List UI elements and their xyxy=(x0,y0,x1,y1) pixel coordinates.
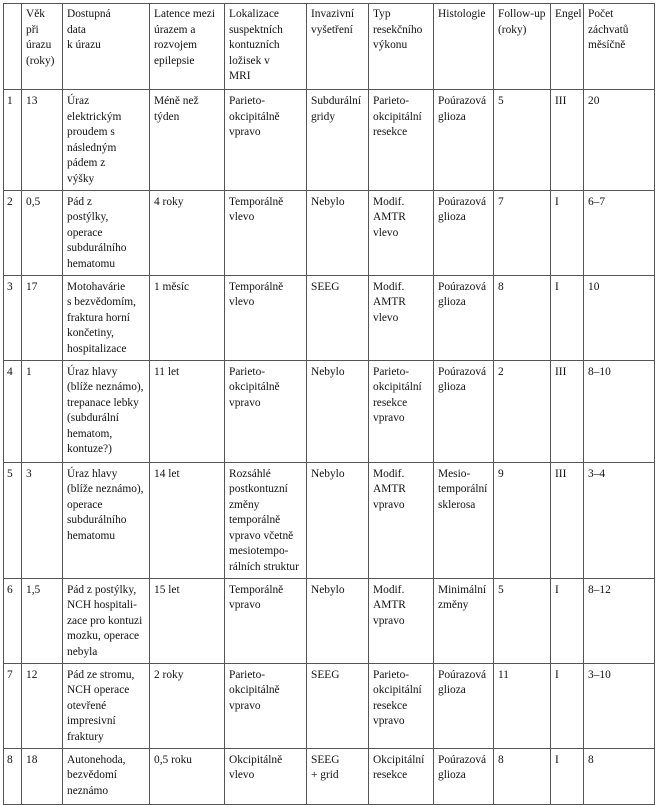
header-cell-engel: Engel xyxy=(551,4,584,90)
cell-engel: I xyxy=(551,275,584,360)
cell-histology: Poúrazová glioza xyxy=(434,275,494,360)
cell-age: 18 xyxy=(22,748,63,804)
cell-engel: I xyxy=(551,663,584,748)
cell-latency: 0,5 roku xyxy=(150,748,225,804)
cell-engel: III xyxy=(551,462,584,578)
cell-resection-type: Modif. AMTR vlevo xyxy=(369,190,434,275)
header-cell-invasive-exam: Invazivní vyšetření xyxy=(307,4,369,90)
cell-invasive-exam: SEEG xyxy=(307,275,369,360)
cell-seizures: 10 xyxy=(584,275,655,360)
cell-latency: 14 let xyxy=(150,462,225,578)
cell-resection-type: Modif. AMTR vlevo xyxy=(369,275,434,360)
cell-age: 12 xyxy=(22,663,63,748)
header-cell-injury-data: Dostupná data k úrazu xyxy=(63,4,150,90)
cell-resection-type: Parieto- okcipitální resekce vpravo xyxy=(369,663,434,748)
header-cell-lesion-location: Lokalizace suspektních kontuzních ložisek v MRI xyxy=(225,4,307,90)
header-cell-follow-up: Follow-up (roky) xyxy=(494,4,551,90)
cell-resection-type: Parieto- okcipitální resekce xyxy=(369,90,434,191)
cell-histology: Poúrazová glioza xyxy=(434,663,494,748)
cell-engel: III xyxy=(551,360,584,462)
cell-index: 8 xyxy=(4,748,22,804)
cell-engel: I xyxy=(551,748,584,804)
cell-lesion-location: Temporálně vlevo xyxy=(225,275,307,360)
cell-resection-type: Parieto- okcipitální resekce vpravo xyxy=(369,360,434,462)
table-row xyxy=(4,360,655,462)
cell-invasive-exam: Subdurální gridy xyxy=(307,90,369,191)
cell-latency: 11 let xyxy=(150,360,225,462)
cell-lesion-location: Parieto- okcipitálně vpravo xyxy=(225,90,307,191)
cell-lesion-location: Rozsáhlé postkontuzní změny temporálně vpravo včetně mesiotempo- rálních struktur xyxy=(225,462,307,578)
cell-index: 2 xyxy=(4,190,22,275)
cell-injury-data: Pád z postýlky, NCH hospitali- zace pro kontuzi mozku, operace nebyla xyxy=(63,578,150,663)
cell-follow-up: 7 xyxy=(494,190,551,275)
cell-seizures: 20 xyxy=(584,90,655,191)
header-cell-latency: Latence mezi úrazem a rozvojem epilepsie xyxy=(150,4,225,90)
header-cell-resection-type: Typ resekčního výkonu xyxy=(369,4,434,90)
cell-injury-data: Autonehoda, bezvědomí neznámo xyxy=(63,748,150,804)
cell-resection-type: Okcipitální resekce xyxy=(369,748,434,804)
cell-histology: Poúrazová glioza xyxy=(434,360,494,462)
cell-age: 1 xyxy=(22,360,63,462)
cell-seizures: 3–10 xyxy=(584,663,655,748)
cell-latency: 2 roky xyxy=(150,663,225,748)
cell-histology: Poúrazová glioza xyxy=(434,190,494,275)
cell-histology: Minimální změny xyxy=(434,578,494,663)
cell-follow-up: 5 xyxy=(494,578,551,663)
cell-invasive-exam: Nebylo xyxy=(307,462,369,578)
header-cell-seizures: Počet záchvatů měsíčně xyxy=(584,4,655,90)
table-row xyxy=(4,275,655,360)
cell-latency: Méně než týden xyxy=(150,90,225,191)
table-row xyxy=(4,190,655,275)
cell-injury-data: Úraz hlavy (blíže neznámo), trepanace lebky (subdurální hematom, kontuze?) xyxy=(63,360,150,462)
cell-lesion-location: Temporálně vlevo xyxy=(225,190,307,275)
cell-invasive-exam: Nebylo xyxy=(307,360,369,462)
cell-follow-up: 2 xyxy=(494,360,551,462)
cell-lesion-location: Okcipitálně vlevo xyxy=(225,748,307,804)
header-row xyxy=(4,4,655,90)
cell-seizures: 8 xyxy=(584,748,655,804)
cell-invasive-exam: Nebylo xyxy=(307,578,369,663)
header-cell-histology: Histologie xyxy=(434,4,494,90)
cell-latency: 4 roky xyxy=(150,190,225,275)
cell-seizures: 8–10 xyxy=(584,360,655,462)
cell-follow-up: 8 xyxy=(494,748,551,804)
table-row xyxy=(4,578,655,663)
cell-follow-up: 5 xyxy=(494,90,551,191)
cell-resection-type: Modif. AMTR vpravo xyxy=(369,462,434,578)
cell-injury-data: Motohavárie s bezvědomím, fraktura horní končetiny, hospitalizace xyxy=(63,275,150,360)
cell-age: 13 xyxy=(22,90,63,191)
cell-follow-up: 11 xyxy=(494,663,551,748)
cell-seizures: 6–7 xyxy=(584,190,655,275)
cell-histology: Mesio- temporální sklerosa xyxy=(434,462,494,578)
cell-histology: Poúrazová glioza xyxy=(434,90,494,191)
header-cell-age: Věk při úrazu (roky) xyxy=(22,4,63,90)
table-row xyxy=(4,748,655,804)
cell-engel: I xyxy=(551,578,584,663)
cell-injury-data: Pád z postýlky, operace subdurálního hematomu xyxy=(63,190,150,275)
cell-histology: Poúrazová glioza xyxy=(434,748,494,804)
cell-index: 3 xyxy=(4,275,22,360)
cell-lesion-location: Parieto- okcipitálně vpravo xyxy=(225,360,307,462)
cell-engel: I xyxy=(551,190,584,275)
cell-index: 1 xyxy=(4,90,22,191)
cell-age: 3 xyxy=(22,462,63,578)
cell-engel: III xyxy=(551,90,584,191)
cell-lesion-location: Parieto- okcipitálně vpravo xyxy=(225,663,307,748)
cell-injury-data: Pád ze stromu, NCH operace otevřené impresivní fraktury xyxy=(63,663,150,748)
table-row xyxy=(4,90,655,191)
cell-index: 5 xyxy=(4,462,22,578)
cell-invasive-exam: SEEG + grid xyxy=(307,748,369,804)
table-container xyxy=(3,3,655,805)
cell-age: 17 xyxy=(22,275,63,360)
cell-lesion-location: Temporálně vpravo xyxy=(225,578,307,663)
cell-follow-up: 9 xyxy=(494,462,551,578)
table-row xyxy=(4,462,655,578)
header-cell-index xyxy=(4,4,22,90)
cell-latency: 1 měsíc xyxy=(150,275,225,360)
cell-index: 7 xyxy=(4,663,22,748)
data-table xyxy=(3,3,655,805)
cell-seizures: 3–4 xyxy=(584,462,655,578)
cell-age: 0,5 xyxy=(22,190,63,275)
cell-injury-data: Úraz elektrickým proudem s následným pádem z výšky xyxy=(63,90,150,191)
table-row xyxy=(4,663,655,748)
cell-invasive-exam: SEEG xyxy=(307,663,369,748)
cell-index: 6 xyxy=(4,578,22,663)
cell-resection-type: Modif. AMTR vpravo xyxy=(369,578,434,663)
cell-injury-data: Úraz hlavy (blíže neznámo), operace subdurálního hematomu xyxy=(63,462,150,578)
cell-invasive-exam: Nebylo xyxy=(307,190,369,275)
cell-index: 4 xyxy=(4,360,22,462)
cell-age: 1,5 xyxy=(22,578,63,663)
cell-follow-up: 8 xyxy=(494,275,551,360)
cell-seizures: 8–12 xyxy=(584,578,655,663)
cell-latency: 15 let xyxy=(150,578,225,663)
